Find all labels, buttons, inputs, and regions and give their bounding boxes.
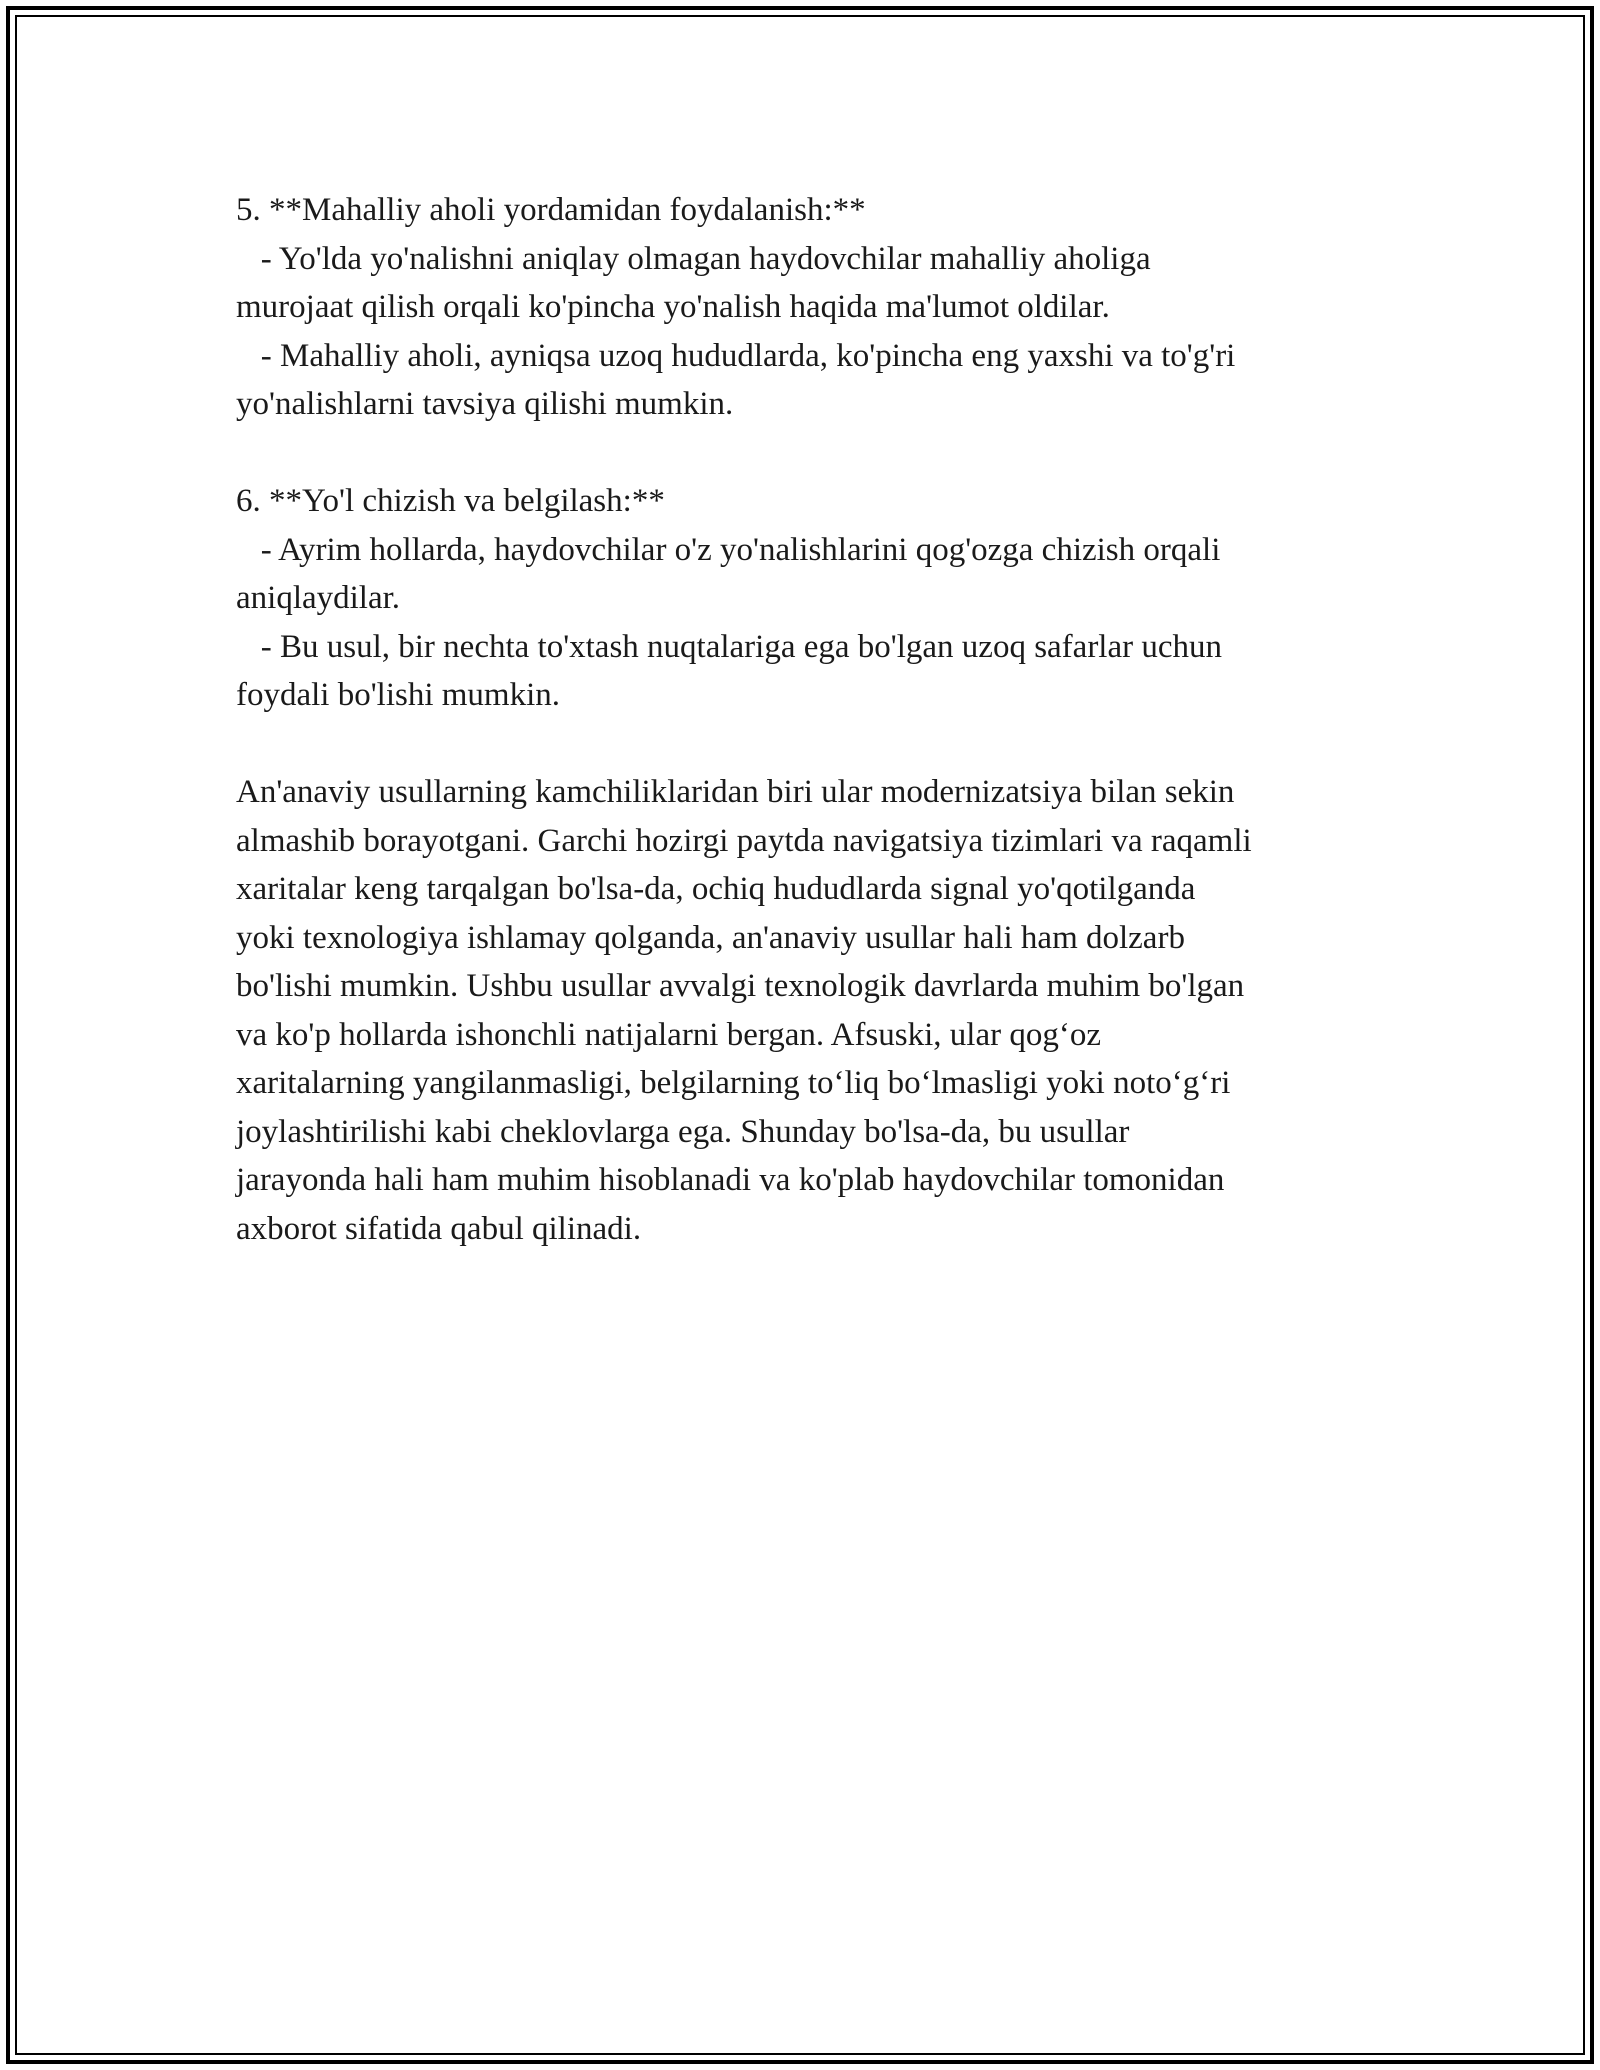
paragraph-line: jarayonda hali ham muhim hisoblanadi va ko'plab haydovchilar tomonidan: [236, 1162, 1225, 1198]
bullet-line: - Bu usul, bir nechta to'xtash nuqtalariga ega bo'lgan uzoq safarlar uchun: [236, 628, 1223, 665]
section-heading: 6. **Yo'l chizish va belgilash:**: [236, 483, 665, 519]
bullet-line: foydali bo'lishi mumkin.: [236, 677, 561, 713]
spacer: [236, 429, 1376, 478]
paragraph-line: va ko'p hollarda ishonchli natijalarni bergan. Afsuski, ular qog‘oz: [236, 1016, 1101, 1053]
bullet-line: aniqlaydilar.: [236, 580, 401, 616]
section-5: [236, 186, 1376, 429]
paragraph-line: xaritalarning yangilanmasligi, belgilarning to‘liq bo‘lmasligi yoki noto‘g‘ri: [236, 1065, 1231, 1101]
paragraph-line: yoki texnologiya ishlamay qolganda, an'anaviy usullar hali ham dolzarb: [236, 919, 1185, 956]
section-6: [236, 477, 1376, 720]
section-heading: 5. **Mahalliy aholi yordamidan foydalanish:**: [236, 192, 866, 228]
paragraph-line: axborot sifatida qabul qilinadi.: [236, 1210, 642, 1247]
paragraph-line: xaritalar keng tarqalgan bo'lsa-da, ochiq hududlarda signal yo'qotilganda: [236, 871, 1196, 907]
paragraph-line: bo'lishi mumkin. Ushbu usullar avvalgi texnologik davrlarda muhim bo'lgan: [236, 968, 1245, 1004]
paragraph-line: joylashtirilishi kabi cheklovlarga ega. Shunday bo'lsa-da, bu usullar: [236, 1113, 1130, 1150]
conclusion-paragraph: [236, 768, 1376, 1253]
bullet-line: yo'nalishlarni tavsiya qilishi mumkin.: [236, 386, 734, 422]
paragraph-line: An'anaviy usullarning kamchiliklaridan biri ular modernizatsiya bilan sekin: [236, 774, 1235, 810]
spacer: [236, 720, 1376, 769]
bullet-line: - Yo'lda yo'nalishni aniqlay olmagan haydovchilar mahalliy aholiga: [236, 240, 1151, 277]
paragraph-line: almashib borayotgani. Garchi hozirgi paytda navigatsiya tizimlari va raqamli: [236, 822, 1252, 859]
bullet-line: - Ayrim hollarda, haydovchilar o'z yo'nalishlarini qog'ozga chizish orqali: [236, 531, 1221, 568]
document-body: [236, 186, 1376, 1253]
bullet-line: murojaat qilish orqali ko'pincha yo'nalish haqida ma'lumot oldilar.: [236, 289, 1110, 325]
bullet-line: - Mahalliy aholi, ayniqsa uzoq hududlarda, ko'pincha eng yaxshi va to'g'ri: [236, 337, 1236, 374]
